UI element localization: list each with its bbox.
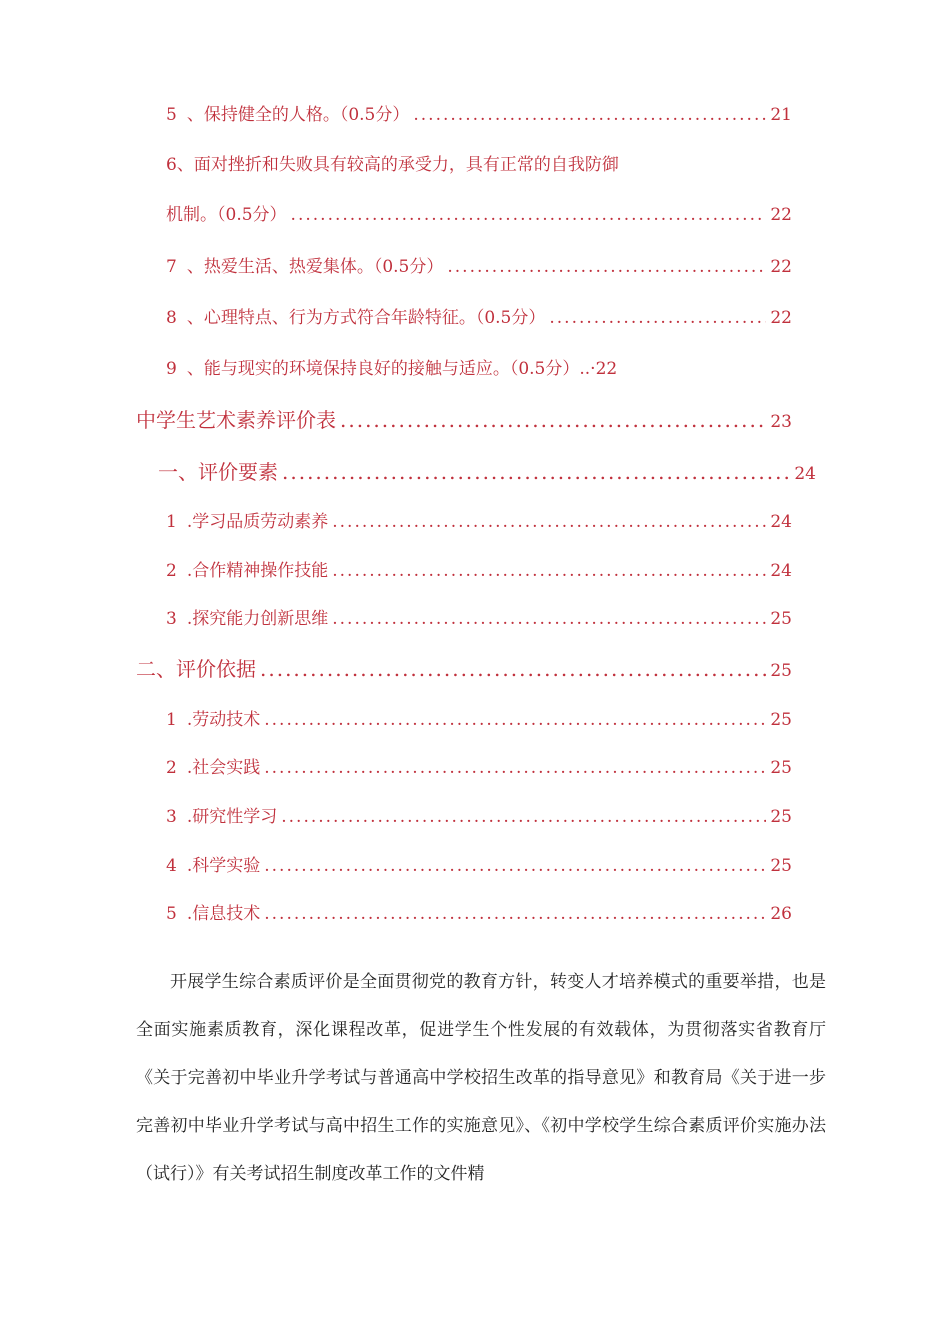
toc-entry-page: 26 <box>770 904 792 924</box>
toc-leader-dots <box>332 561 766 581</box>
toc-entry[interactable] <box>166 802 792 827</box>
toc-entry-page: 24 <box>770 512 792 532</box>
toc-entry-title: .科学实验 <box>186 856 261 876</box>
toc-entry[interactable] <box>166 753 792 778</box>
body-paragraph: 开展学生综合素质评价是全面贯彻党的教育方针，转变人才培养模式的重要举措，也是全面实施素质教育，深化课程改革，促进学生个性发展的有效载体，为贯彻落实省教育厅《关于完善初中毕业升学考试与普通高中学校招生改革的指导意见》和教育局《关于进一步完善初中毕业升学考试与高中招生工作的实施意见》、《初中学校学生综合素质评价实施办法（试行）》有关考试招生制度改革工作的文件精 <box>136 972 826 1184</box>
toc-entry[interactable] <box>136 653 792 682</box>
toc-entry-title: .社会实践 <box>186 758 261 778</box>
toc-entry[interactable] <box>166 252 792 277</box>
toc-entry-page: 25 <box>770 710 792 730</box>
toc-entry-title: 、能与现实的环境保持良好的接触与适应。（0.5分）.. <box>186 359 591 379</box>
toc-entry-page: 22 <box>770 308 792 328</box>
toc-leader-dots <box>549 308 766 328</box>
toc-entry-title: .探究能力创新思维 <box>186 609 329 629</box>
toc-entry[interactable] <box>166 303 792 328</box>
toc-entry-number: 4 <box>166 856 177 876</box>
toc-entry-page: 25 <box>770 661 792 681</box>
toc-leader-dots <box>447 257 766 277</box>
toc-entry-title: 、保持健全的人格。（0.5分） <box>186 105 410 125</box>
toc-entry[interactable] <box>166 899 792 924</box>
toc-entry-title: .信息技术 <box>186 904 261 924</box>
toc-entry-page: 25 <box>770 609 792 629</box>
toc-entry-page: 24 <box>794 464 816 484</box>
toc-entry[interactable] <box>166 200 792 225</box>
toc-entry-page: ·22 <box>590 359 618 379</box>
toc-entry[interactable] <box>166 705 792 730</box>
toc-entry-number: 7 <box>166 257 177 277</box>
toc-entry-page: 25 <box>770 856 792 876</box>
toc-entry[interactable] <box>166 507 792 532</box>
toc-entry-title: .劳动技术 <box>186 710 261 730</box>
toc-entry-page: 22 <box>770 257 792 277</box>
toc-entry-title: .合作精神操作技能 <box>186 561 329 581</box>
toc-entry[interactable] <box>158 456 816 485</box>
toc-entry-number: 2 <box>166 758 177 778</box>
toc-entry[interactable] <box>166 556 792 581</box>
toc-entry-title: 、热爱生活、热爱集体。（0.5分） <box>186 257 444 277</box>
toc-entry-number: 3 <box>166 807 177 827</box>
toc-entry-page: 25 <box>770 807 792 827</box>
toc-entry-number: 2 <box>166 561 177 581</box>
toc-leader-dots <box>281 807 766 827</box>
toc-leader-dots <box>282 460 790 484</box>
toc-leader-dots <box>340 408 766 432</box>
toc-leader-dots <box>260 657 766 681</box>
toc-entry-page: 24 <box>770 561 792 581</box>
toc-entry-title: 中学生艺术素养评价表 <box>136 408 336 432</box>
toc-entry-page: 23 <box>770 412 792 432</box>
toc-entry-title: .学习品质劳动素养 <box>186 512 329 532</box>
toc-leader-dots <box>264 710 766 730</box>
toc-leader-dots <box>264 758 766 778</box>
toc-entry[interactable] <box>166 851 792 876</box>
toc-entry-title: 一、评价要素 <box>158 460 278 484</box>
toc-entry[interactable] <box>136 404 792 433</box>
toc-entry-number: 1 <box>166 512 177 532</box>
toc-entry-page: 21 <box>770 105 792 125</box>
toc-entry-number: 8 <box>166 308 177 328</box>
toc-entry-number: 5 <box>166 105 177 125</box>
toc-entry-page: 25 <box>770 758 792 778</box>
toc-entry-number: 1 <box>166 710 177 730</box>
toc-entry-title: .研究性学习 <box>186 807 278 827</box>
toc-leader-dots <box>291 205 767 225</box>
toc-entry-number: 9 <box>166 359 177 379</box>
toc-leader-dots <box>264 856 766 876</box>
toc-entry[interactable] <box>166 354 617 379</box>
toc-entry-number: 3 <box>166 609 177 629</box>
toc-entry-title: 、心理特点、行为方式符合年龄特征。（0.5分） <box>186 308 546 328</box>
toc-entry-number: 5 <box>166 904 177 924</box>
toc-entry-title-line1[interactable]: 6、面对挫折和失败具有较高的承受力，具有正常的自我防御 <box>166 155 619 175</box>
toc-leader-dots <box>413 105 766 125</box>
toc-leader-dots <box>264 904 766 924</box>
toc-entry-title: 二、评价依据 <box>136 657 256 681</box>
toc-entry-page: 22 <box>770 205 792 225</box>
toc-leader-dots <box>332 512 766 532</box>
toc-leader-dots <box>332 609 766 629</box>
toc-entry[interactable] <box>166 604 792 629</box>
toc-entry[interactable] <box>166 100 792 125</box>
toc-entry-title: 机制。（0.5分） <box>166 205 287 225</box>
